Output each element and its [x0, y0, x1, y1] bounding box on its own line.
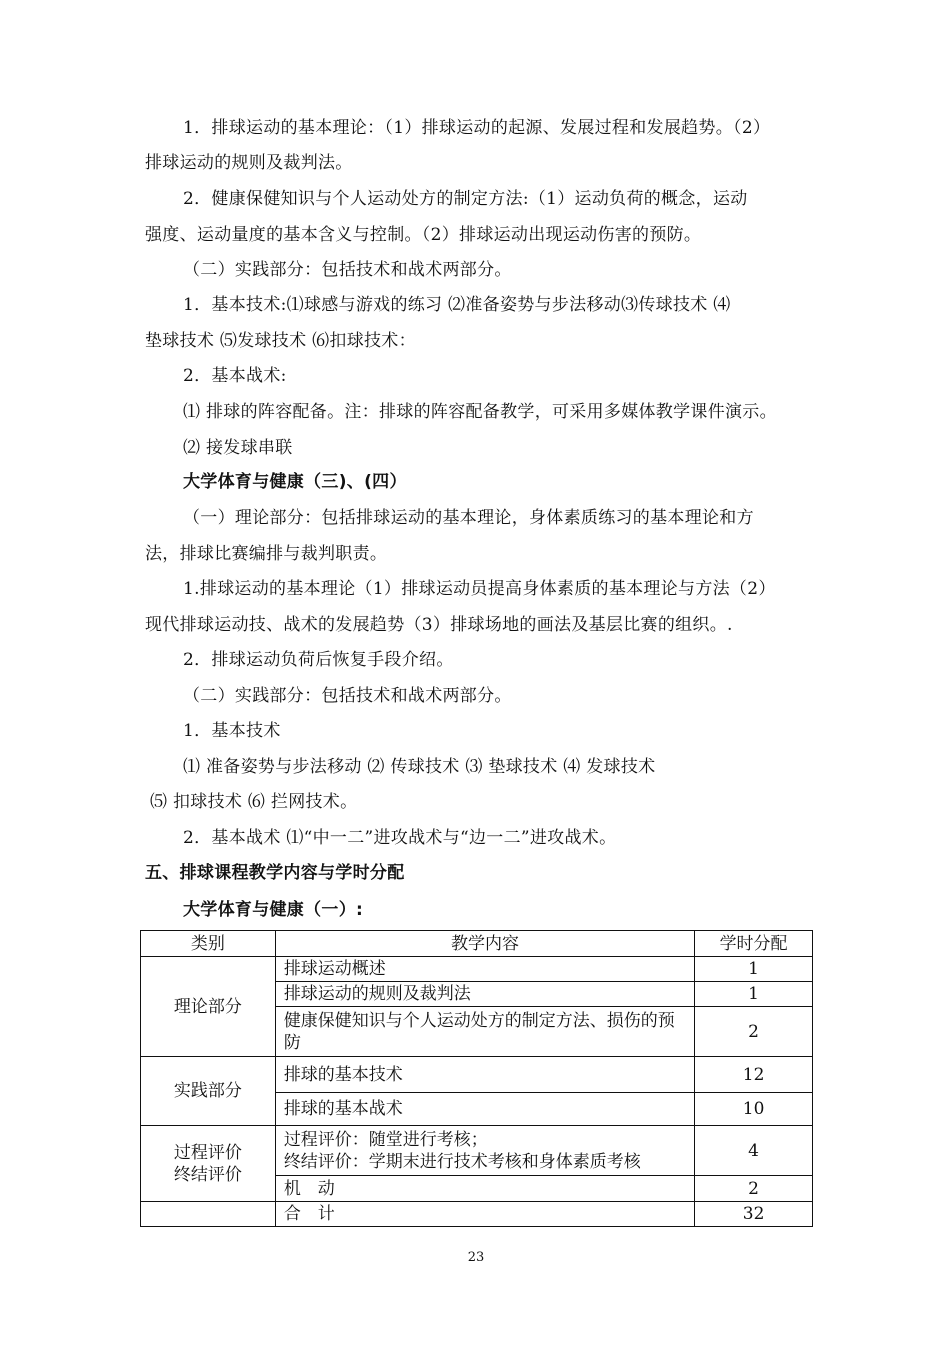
paragraph-line: 1.排球运动的基本理论（1）排球运动员提高身体素质的基本理论与方法（2） [183, 579, 776, 599]
table-title: 大学体育与健康（一）: [183, 900, 364, 920]
paragraph-line: 现代排球运动技、战术的发展趋势（3）排球场地的画法及基层比赛的组织。. [145, 615, 733, 635]
total-label: 合 计 [275, 1202, 694, 1227]
content-line: 终结评价：学期末进行技术考核和身体素质考核 [283, 1151, 641, 1172]
content-line: 过程评价：随堂进行考核； [283, 1129, 488, 1150]
paragraph-line: 强度、运动量度的基本含义与控制。（2）排球运动出现运动伤害的预防。 [145, 225, 702, 245]
paragraph-line: ⑴ 排球的阵容配备。注：排球的阵容配备教学，可采用多媒体教学课件演示。 [183, 402, 777, 422]
chapter-heading: 五、排球课程教学内容与学时分配 [145, 863, 405, 883]
table-header-row [141, 931, 813, 957]
table-total-row [141, 1202, 813, 1227]
paragraph-line: 2．基本战术: [183, 366, 287, 386]
hours-cell: 1 [695, 957, 813, 982]
category-evaluation-line2: 终结评价 [173, 1164, 242, 1185]
paragraph-line: （二）实践部分：包括技术和战术两部分。 [183, 686, 512, 706]
content-cell: 排球运动概述 [275, 957, 694, 982]
hours-cell: 12 [695, 1057, 813, 1093]
paragraph-line: ⑵ 接发球串联 [183, 438, 293, 458]
paragraph-line: 2．排球运动负荷后恢复手段介绍。 [183, 650, 454, 670]
table-row [141, 957, 813, 982]
paragraph-line: 2．基本战术 ⑴“中一二”进攻战术与“边一二”进攻战术。 [183, 828, 617, 848]
empty-cell [141, 1202, 276, 1227]
section-heading: 大学体育与健康（三)、(四） [183, 472, 407, 492]
content-cell: 排球的基本技术 [275, 1057, 694, 1093]
hours-allocation-table [140, 930, 813, 1227]
content-cell [275, 1126, 694, 1176]
hours-cell: 10 [695, 1093, 813, 1126]
paragraph-line: 排球运动的规则及裁判法。 [145, 153, 353, 173]
hours-cell: 2 [695, 1176, 813, 1202]
content-cell: 健康保健知识与个人运动处方的制定方法、损伤的预防 [275, 1007, 694, 1057]
category-evaluation [141, 1126, 276, 1202]
content-cell: 机 动 [275, 1176, 694, 1202]
header-category: 类别 [141, 931, 276, 957]
category-theory: 理论部分 [141, 957, 276, 1057]
paragraph-line: 法，排球比赛编排与裁判职责。 [145, 544, 388, 564]
header-content: 教学内容 [275, 931, 694, 957]
paragraph-line: （二）实践部分：包括技术和战术两部分。 [183, 260, 512, 280]
content-cell: 排球的基本战术 [275, 1093, 694, 1126]
table-row [141, 1057, 813, 1093]
category-practice: 实践部分 [141, 1057, 276, 1126]
category-evaluation-line1: 过程评价 [173, 1142, 242, 1163]
total-hours: 32 [695, 1202, 813, 1227]
table-row [141, 1126, 813, 1176]
paragraph-line: 1．排球运动的基本理论：（1）排球运动的起源、发展过程和发展趋势。（2） [183, 118, 771, 138]
paragraph-line: ⑸ 扣球技术 ⑹ 拦网技术。 [150, 792, 358, 812]
content-cell: 排球运动的规则及裁判法 [275, 982, 694, 1007]
page-number: 23 [467, 1250, 485, 1265]
hours-cell: 4 [695, 1126, 813, 1176]
hours-cell: 1 [695, 982, 813, 1007]
paragraph-line: 2．健康保健知识与个人运动处方的制定方法:（1）运动负荷的概念，运动 [183, 189, 748, 209]
header-hours: 学时分配 [695, 931, 813, 957]
paragraph-line: （一）理论部分：包括排球运动的基本理论，身体素质练习的基本理论和方 [183, 508, 754, 528]
paragraph-line: ⑴ 准备姿势与步法移动 ⑵ 传球技术 ⑶ 垫球技术 ⑷ 发球技术 [183, 757, 656, 777]
paragraph-line: 1．基本技术:⑴球感与游戏的练习 ⑵准备姿势与步法移动⑶传球技术 ⑷ [183, 295, 731, 315]
paragraph-line: 1．基本技术 [183, 721, 281, 741]
paragraph-line: 垫球技术 ⑸发球技术 ⑹扣球技术： [145, 331, 416, 351]
hours-cell: 2 [695, 1007, 813, 1057]
